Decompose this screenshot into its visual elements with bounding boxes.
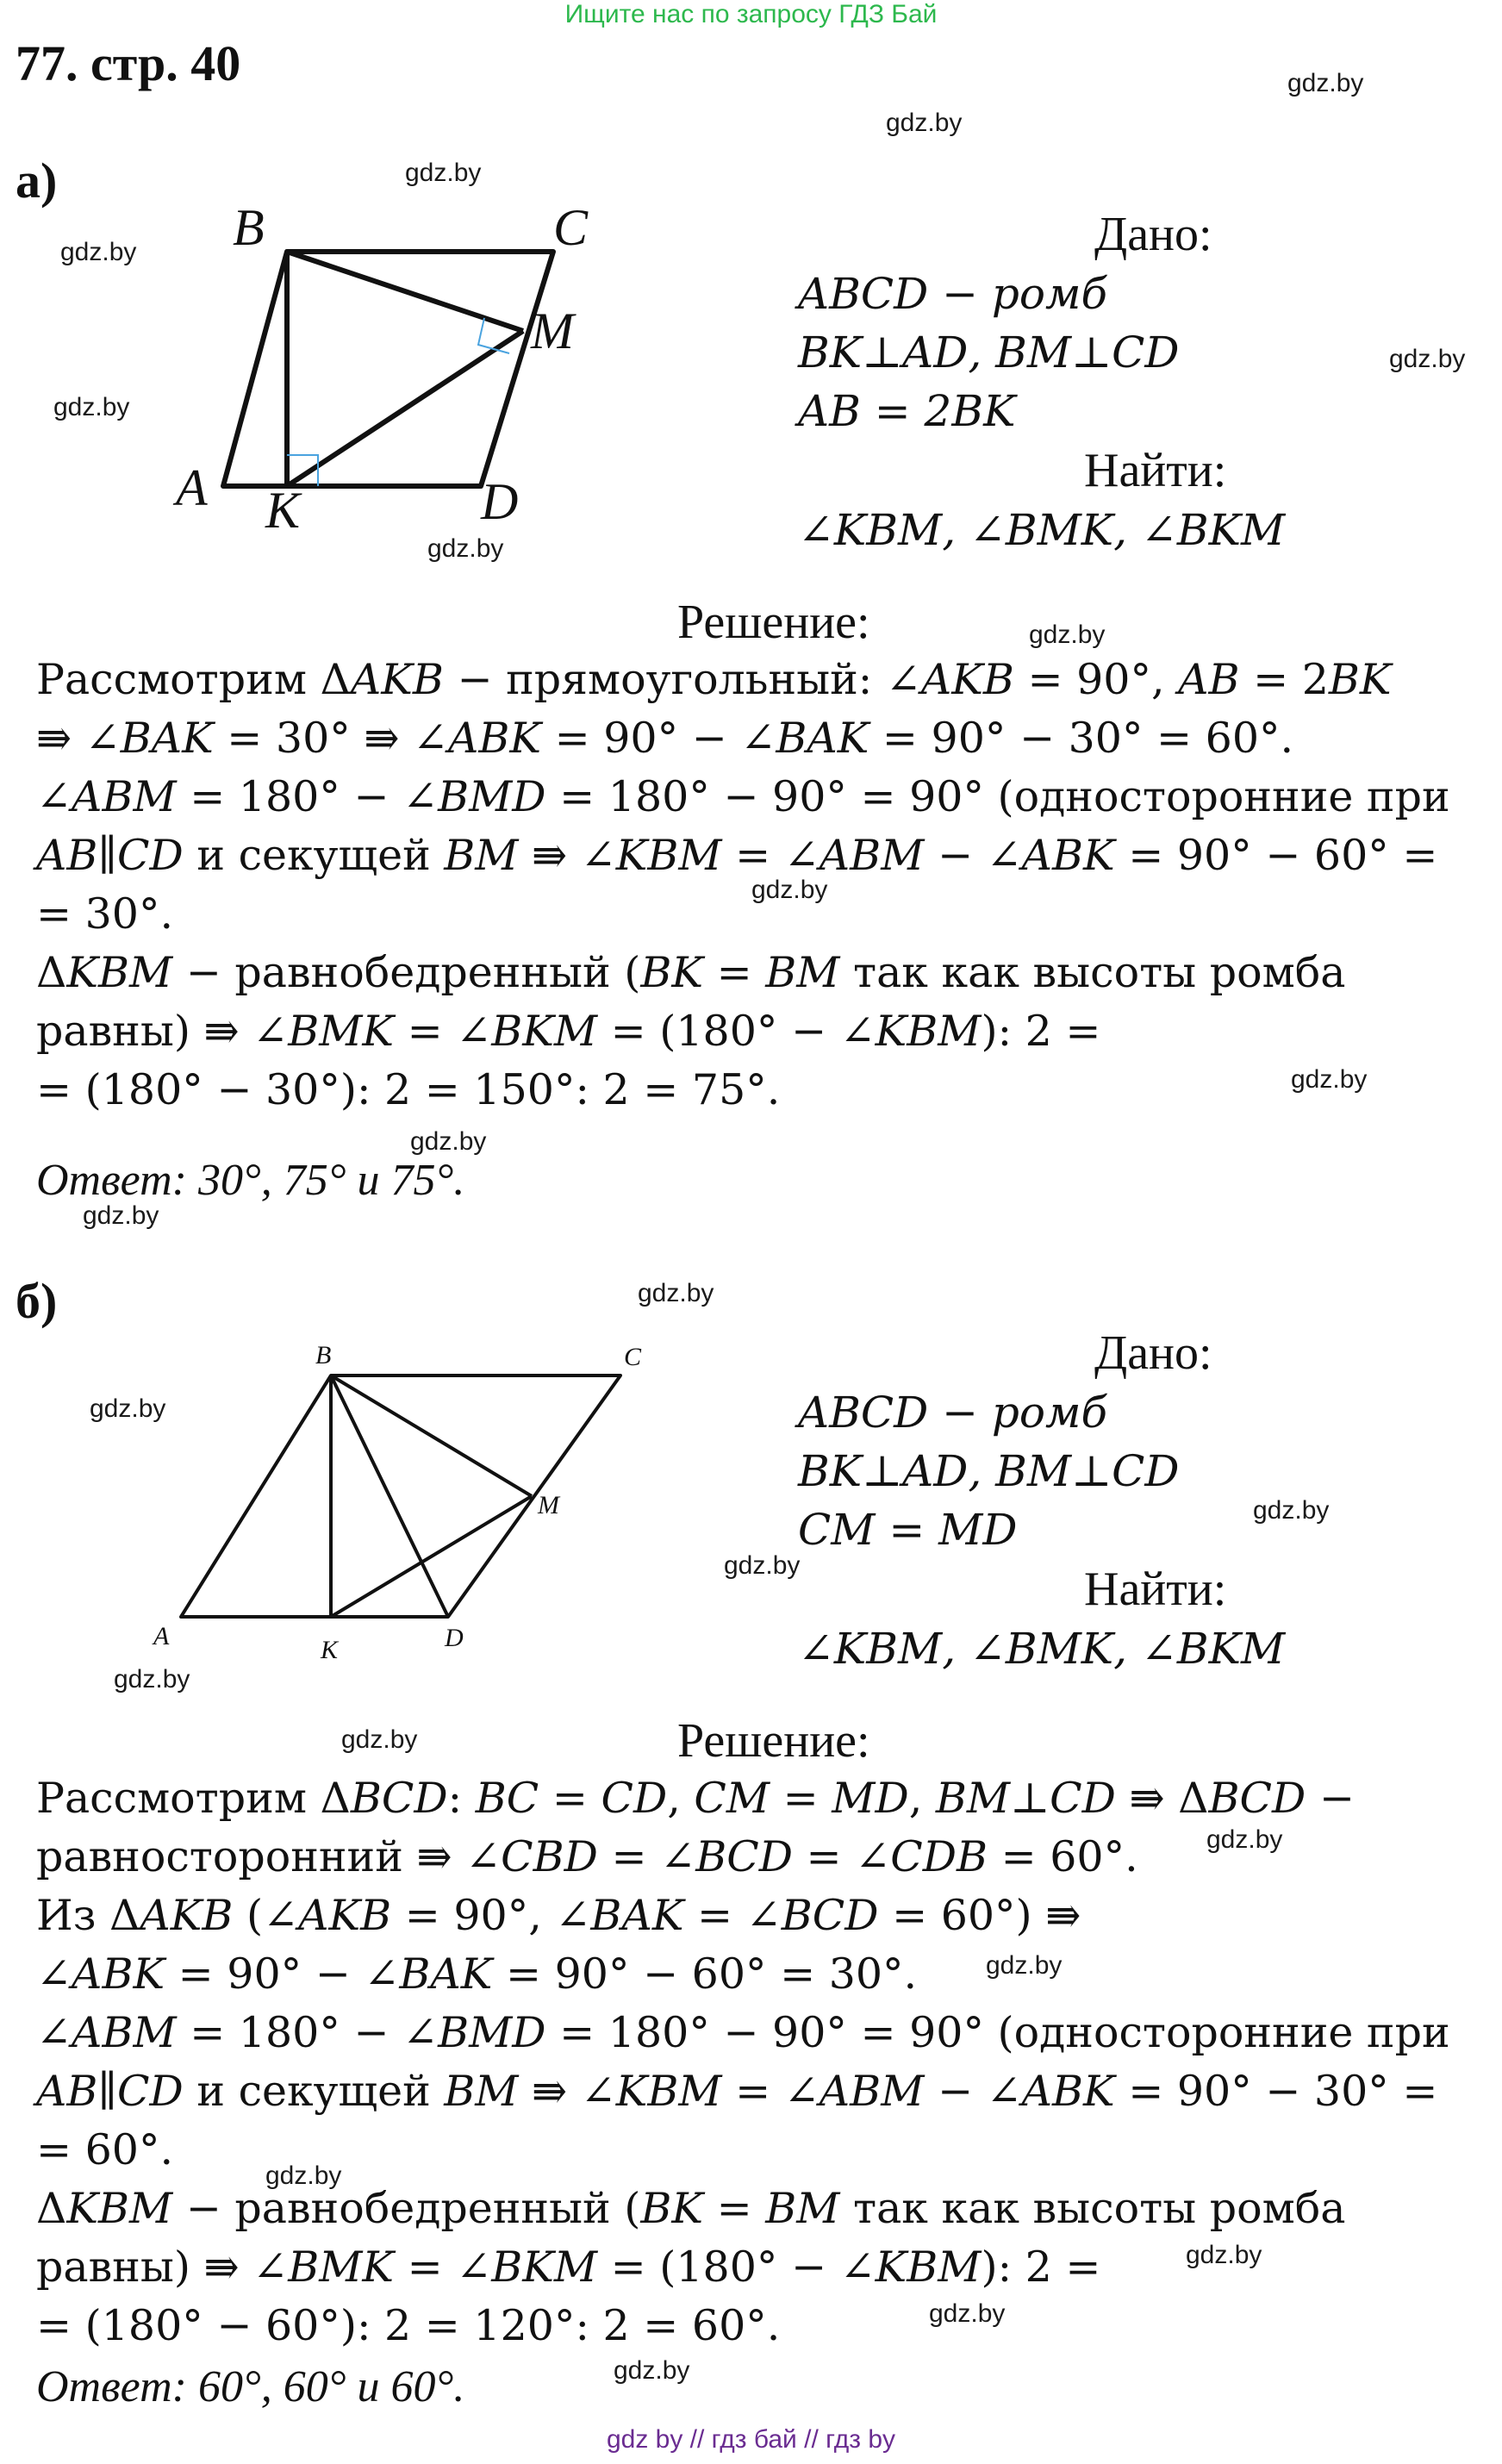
- solution-heading-b: Решение:: [677, 1714, 870, 1768]
- watermark: gdz.by: [410, 1127, 487, 1156]
- given-line-a-3: 𝐴𝐵 = 2𝐵𝐾: [798, 386, 1016, 436]
- search-banner[interactable]: Ищите нас по запросу ГДЗ Бай: [564, 0, 938, 28]
- watermark: gdz.by: [341, 1725, 418, 1754]
- watermark: gdz.by: [724, 1551, 801, 1580]
- solution-line-b-9: равны) ⇛ ∠𝐵𝑀𝐾 = ∠𝐵𝐾𝑀 = (180° − ∠𝐾𝐵𝑀): 2 =: [36, 2243, 1101, 2292]
- solution-line-b-8: Δ𝐾𝐵𝑀 − равнобедренный (𝐵𝐾 = 𝐵𝑀 так как высоты ромба: [36, 2184, 1346, 2233]
- find-line-a: ∠𝐾𝐵𝑀, ∠𝐵𝑀𝐾, ∠𝐵𝐾𝑀: [798, 505, 1286, 555]
- watermark: gdz.by: [1029, 621, 1106, 649]
- watermark: gdz.by: [427, 534, 504, 563]
- watermark: gdz.by: [751, 876, 828, 904]
- solution-line-a-2: ⇛ ∠𝐵𝐴𝐾 = 30° ⇛ ∠𝐴𝐵𝐾 = 90° − ∠𝐵𝐴𝐾 = 90° − 30° = 60°.: [36, 714, 1294, 763]
- solution-line-a-5: = 30°.: [36, 889, 174, 939]
- solution-line-a-4: 𝐴𝐵∥𝐶𝐷 и секущей 𝐵𝑀 ⇛ ∠𝐾𝐵𝑀 = ∠𝐴𝐵𝑀 − ∠𝐴𝐵𝐾 = 90° − 60° =: [36, 831, 1438, 880]
- solution-line-b-6: 𝐴𝐵∥𝐶𝐷 и секущей 𝐵𝑀 ⇛ ∠𝐾𝐵𝑀 = ∠𝐴𝐵𝑀 − ∠𝐴𝐵𝐾 = 90° − 30° =: [36, 2067, 1438, 2116]
- vertex-label-c: C: [553, 200, 589, 256]
- vertex-label-c: C: [624, 1343, 642, 1371]
- vertex-label-b: B: [233, 200, 265, 256]
- part-b-label: б): [16, 1273, 58, 1329]
- watermark: gdz.by: [986, 1951, 1063, 1980]
- find-heading-b: Найти:: [1084, 1563, 1227, 1616]
- solution-line-b-1: Рассмотрим Δ𝐵𝐶𝐷: 𝐵𝐶 = 𝐶𝐷, 𝐶𝑀 = 𝑀𝐷, 𝐵𝑀⊥𝐶𝐷 ⇛ Δ𝐵𝐶𝐷 −: [36, 1774, 1355, 1823]
- find-heading-a: Найти:: [1084, 444, 1227, 497]
- vertex-label-a: A: [153, 1622, 170, 1650]
- watermark: gdz.by: [1291, 1065, 1368, 1094]
- watermark: gdz.by: [114, 1665, 190, 1694]
- figure-b-rhombus: [146, 1332, 732, 1677]
- given-line-b-1: 𝐴𝐵𝐶𝐷 − ромб: [798, 1388, 1107, 1438]
- segment-bm: [287, 252, 523, 331]
- vertex-label-k: K: [265, 482, 301, 539]
- solution-line-b-4: ∠𝐴𝐵𝐾 = 90° − ∠𝐵𝐴𝐾 = 90° − 60° = 30°.: [36, 1949, 918, 1999]
- footer-links[interactable]: gdz by // гдз бай // гдз by: [606, 2425, 896, 2454]
- watermark: gdz.by: [1389, 345, 1466, 373]
- watermark: gdz.by: [1287, 69, 1364, 97]
- find-line-b: ∠𝐾𝐵𝑀, ∠𝐵𝑀𝐾, ∠𝐵𝐾𝑀: [798, 1624, 1286, 1674]
- watermark: gdz.by: [405, 159, 482, 187]
- vertex-label-m: M: [531, 303, 574, 359]
- watermark: gdz.by: [614, 2356, 690, 2385]
- watermark: gdz.by: [60, 238, 137, 266]
- watermark: gdz.by: [929, 2299, 1006, 2328]
- given-line-b-3: 𝐶𝑀 = 𝑀𝐷: [798, 1505, 1018, 1555]
- part-a-label: а): [16, 153, 58, 209]
- given-line-a-2: 𝐵𝐾⊥𝐴𝐷, 𝐵𝑀⊥𝐶𝐷: [798, 327, 1180, 377]
- solution-line-a-7: равны) ⇛ ∠𝐵𝑀𝐾 = ∠𝐵𝐾𝑀 = (180° − ∠𝐾𝐵𝑀): 2 =: [36, 1007, 1101, 1056]
- watermark: gdz.by: [886, 109, 963, 137]
- solution-line-b-10: = (180° − 60°): 2 = 120°: 2 = 60°.: [36, 2301, 781, 2350]
- answer-a: Ответ: 30°, 75° и 75°.: [36, 1156, 465, 1205]
- watermark: gdz.by: [53, 393, 130, 421]
- given-heading-a: Дано:: [1094, 208, 1212, 261]
- vertex-label-d: D: [481, 473, 519, 530]
- solution-line-a-3: ∠𝐴𝐵𝑀 = 180° − ∠𝐵𝑀𝐷 = 180° − 90° = 90° (односторонние при: [36, 772, 1450, 821]
- watermark: gdz.by: [90, 1394, 166, 1423]
- figure-a-rhombus: [155, 200, 810, 545]
- solution-line-a-8: = (180° − 30°): 2 = 150°: 2 = 75°.: [36, 1065, 781, 1114]
- vertex-label-k: K: [321, 1636, 339, 1664]
- solution-line-b-5: ∠𝐴𝐵𝑀 = 180° − ∠𝐵𝑀𝐷 = 180° − 90° = 90° (односторонние при: [36, 2008, 1450, 2057]
- vertex-label-d: D: [445, 1624, 464, 1652]
- vertex-label-a: A: [176, 459, 208, 516]
- vertex-label-b: B: [315, 1341, 332, 1369]
- given-line-a-1: 𝐴𝐵𝐶𝐷 − ромб: [798, 269, 1107, 319]
- watermark: gdz.by: [265, 2161, 342, 2190]
- watermark: gdz.by: [83, 1201, 159, 1230]
- solution-line-b-2: равносторонний ⇛ ∠𝐶𝐵𝐷 = ∠𝐵𝐶𝐷 = ∠𝐶𝐷𝐵 = 60°.: [36, 1832, 1138, 1881]
- solution-line-b-3: Из Δ𝐴𝐾𝐵 (∠𝐴𝐾𝐵 = 90°, ∠𝐵𝐴𝐾 = ∠𝐵𝐶𝐷 = 60°) ⇛: [36, 1891, 1081, 1940]
- solution-heading-a: Решение:: [677, 596, 870, 649]
- answer-b: Ответ: 60°, 60° и 60°.: [36, 2362, 465, 2411]
- solution-line-b-7: = 60°.: [36, 2125, 174, 2174]
- vertex-label-m: M: [538, 1491, 559, 1519]
- segment-km: [331, 1496, 532, 1617]
- given-heading-b: Дано:: [1094, 1326, 1212, 1380]
- solution-line-a-6: Δ𝐾𝐵𝑀 − равнобедренный (𝐵𝐾 = 𝐵𝑀 так как высоты ромба: [36, 948, 1346, 997]
- page-title: 77. стр. 40: [16, 35, 241, 91]
- watermark: gdz.by: [1186, 2241, 1262, 2269]
- watermark: gdz.by: [1253, 1496, 1330, 1525]
- given-line-b-2: 𝐵𝐾⊥𝐴𝐷, 𝐵𝑀⊥𝐶𝐷: [798, 1446, 1180, 1496]
- solution-line-a-1: Рассмотрим Δ𝐴𝐾𝐵 − прямоугольный: ∠𝐴𝐾𝐵 = 90°, 𝐴𝐵 = 2𝐵𝐾: [36, 655, 1392, 704]
- watermark: gdz.by: [638, 1279, 714, 1307]
- watermark: gdz.by: [1206, 1825, 1283, 1854]
